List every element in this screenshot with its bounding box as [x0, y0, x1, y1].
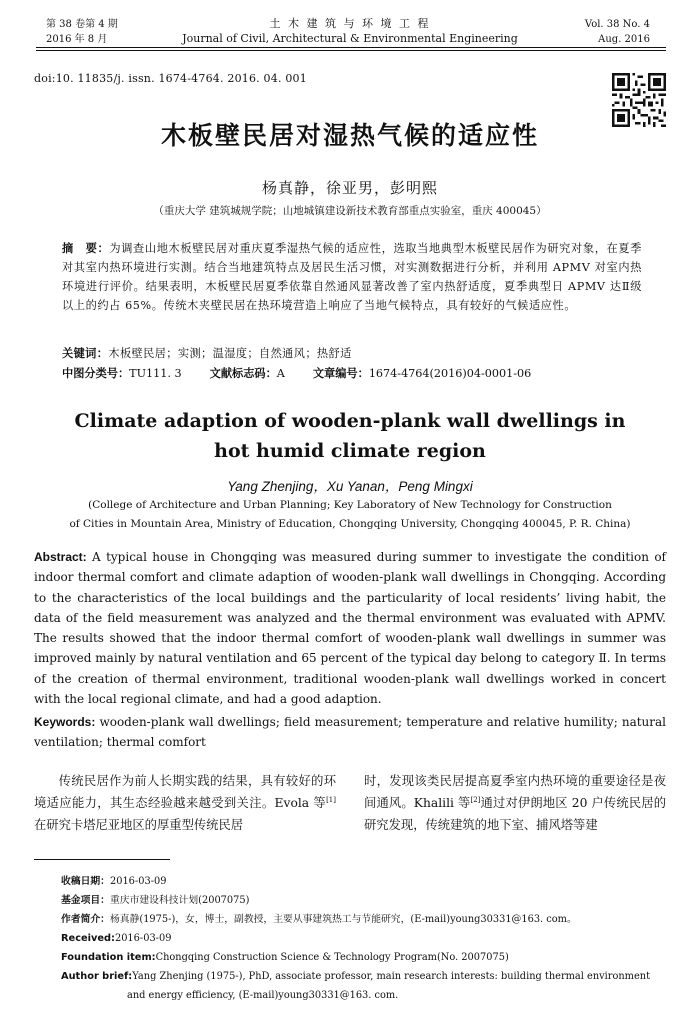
volume-issue-en: Vol. 38 No. 4: [584, 19, 650, 30]
classification-row: [62, 365, 662, 381]
doc-code-value: A: [276, 367, 285, 380]
footnote-rule: [34, 859, 170, 860]
body-text: 时，发现该类民居提高夏季室内热环境的重要途径是夜间通风。Khalili 等: [364, 774, 666, 810]
footnote-label: 收稿日期：: [61, 876, 110, 887]
affiliation-en: [0, 496, 700, 534]
doi: doi:10. 11835/j. issn. 1674-4764. 2016. 04. 001: [34, 72, 307, 85]
authors-cn: 杨真静，徐亚男，彭明熙: [261, 179, 438, 197]
affiliation-cn: （重庆大学 建筑城规学院；山地城镇建设新技术教育部重点实验室，重庆 400045）: [153, 205, 547, 217]
keywords-cn: [62, 345, 642, 361]
footnote-label: Author brief:: [61, 971, 133, 982]
footnote-value: 重庆市建设科技计划(2007075): [109, 895, 250, 906]
footnotes: [61, 872, 671, 1005]
footnote-value: 杨真静(1975-)，女，博士，副教授，主要从事建筑热工与节能研究，(E-mail)young30331@163. com。: [109, 914, 577, 925]
affiliation-en-line2: of Cities in Mountain Area, Ministry of Education, Chongqing University, Chongqing 400045, P. R. China): [69, 518, 631, 530]
doc-code-label: 文献标志码：: [209, 367, 277, 380]
footnote-label: Received:: [61, 933, 115, 944]
journal-issue-en: [585, 17, 650, 47]
journal-issue-cn: [46, 17, 118, 47]
abstract-cn: [62, 239, 642, 315]
header-rule: [36, 50, 666, 51]
body-paragraph: [34, 770, 336, 836]
article-number-label: 文章编号：: [312, 367, 369, 380]
header-rule: [36, 47, 666, 48]
body-text: 通过对伊朗地区 20 户传统民居的研究发现，传统建筑的地下室、捕风塔等建: [364, 796, 667, 832]
footnote-received-en: [61, 929, 671, 948]
body-text: 在研究卡塔尼亚地区的厚重型传统民居: [34, 818, 244, 832]
keywords-cn-label: 关键词：: [62, 347, 109, 360]
footnote-label: 基金项目：: [61, 895, 110, 906]
affiliation-en-line1: (College of Architecture and Urban Planning; Key Laboratory of New Technology for Construction: [88, 499, 612, 511]
date-cn: 2016 年 8 月: [46, 34, 108, 45]
citation-ref[interactable]: [1]: [326, 795, 336, 804]
article-number-value: 1674-4764(2016)04-0001-06: [368, 367, 532, 380]
keywords-en-text: wooden-plank wall dwellings; field measurement; temperature and relative humility; natural ventilation; thermal comfort: [34, 715, 666, 750]
footnote-author-en: [61, 967, 671, 986]
abstract-en-label: Abstract:: [34, 550, 87, 564]
footnote-label: Foundation item:: [61, 952, 156, 963]
title-en-line2: hot humid climate region: [214, 440, 486, 462]
footnote-value: 2016-03-09: [109, 876, 167, 887]
journal-name-cn: 土 木 建 筑 与 环 境 工 程: [269, 17, 431, 30]
abstract-cn-label: 摘 要：: [62, 242, 110, 255]
title-en-line1: Climate adaption of wooden-plank wall dwellings in: [74, 410, 626, 432]
footnote-fund-en: [61, 948, 671, 967]
keywords-en-label: Keywords:: [34, 715, 96, 729]
date-en: Aug. 2016: [598, 34, 650, 45]
footnote-fund-cn: [61, 891, 671, 910]
body-paragraph: [364, 770, 666, 836]
footnote-received-cn: [61, 872, 671, 891]
citation-ref[interactable]: [2]: [470, 795, 481, 804]
volume-issue-cn: 第 38 卷第 4 期: [46, 19, 118, 30]
footnote-value: Chongqing Construction Science & Technology Program(No. 2007075): [155, 952, 509, 963]
footnote-value: 2016-03-09: [114, 933, 172, 944]
footnote-author-en-cont: and energy efficiency, (E-mail)young30331@163. com.: [127, 990, 399, 1001]
body-column-right: [364, 770, 666, 836]
authors-en: Yang Zhenjing，Xu Yanan，Peng Mingxi: [227, 479, 473, 494]
footnote-author-cn: [61, 910, 671, 929]
journal-name: [140, 16, 560, 46]
abstract-cn-text: 为调查山地木板壁民居对重庆夏季湿热气候的适应性，选取当地典型木板壁民居作为研究对象，在夏季对其室内热环境进行实测。结合当地建筑特点及居民生活习惯，对实测数据进行分析，并利用 APMV 对室内热环境进行评价。结果表明，木板壁民居夏季依靠自然通风显著改善了室内热舒适度，夏季典型日 APMV 达Ⅱ级以上的约占 65%。传统木夹壁民居在热环境营造上响应了当地气候特点，具有较好的气候适应性。: [62, 242, 642, 312]
abstract-en: [34, 547, 666, 709]
keywords-cn-text: 木板壁民居；实测；温湿度；自然通风；热舒适: [108, 347, 352, 360]
clc-label: 中图分类号：: [62, 367, 130, 380]
title-en: [0, 406, 700, 466]
body-column-left: [34, 770, 336, 836]
footnote-value: Yang Zhenjing (1975-), PhD, associate professor, main research interests: building thermal environment: [132, 971, 651, 982]
clc-value: TU111. 3: [129, 367, 182, 380]
keywords-en: [34, 712, 666, 753]
body-text: 传统民居作为前人长期实践的结果，具有较好的环境适应能力，其生态经验越来越受到关注。Evola 等: [34, 774, 336, 810]
abstract-en-text: A typical house in Chongqing was measured during summer to investigate the condition of indoor thermal comfort and climate adaption of wooden-plank wall dwellings in Chongqing. According to the characteristics of the local buildings and the particularity of local residents’ living habit, the data of the field measurement was analyzed and the thermal environment was evaluated with APMV. The results showed that the indoor thermal comfort of wooden-plank wall dwellings in summer was improved mainly by natural ventilation and 65 percent of the typical day belong to category Ⅱ. In terms of the creation of thermal environment, traditional wooden-plank wall dwellings worked in concert with the local regional climate, and had a good adaption.: [34, 550, 666, 707]
footnote-label: 作者简介：: [61, 914, 110, 925]
title-cn: 木板壁民居对湿热气候的适应性: [160, 121, 539, 150]
journal-name-en: Journal of Civil, Architectural & Environmental Engineering: [182, 32, 518, 45]
